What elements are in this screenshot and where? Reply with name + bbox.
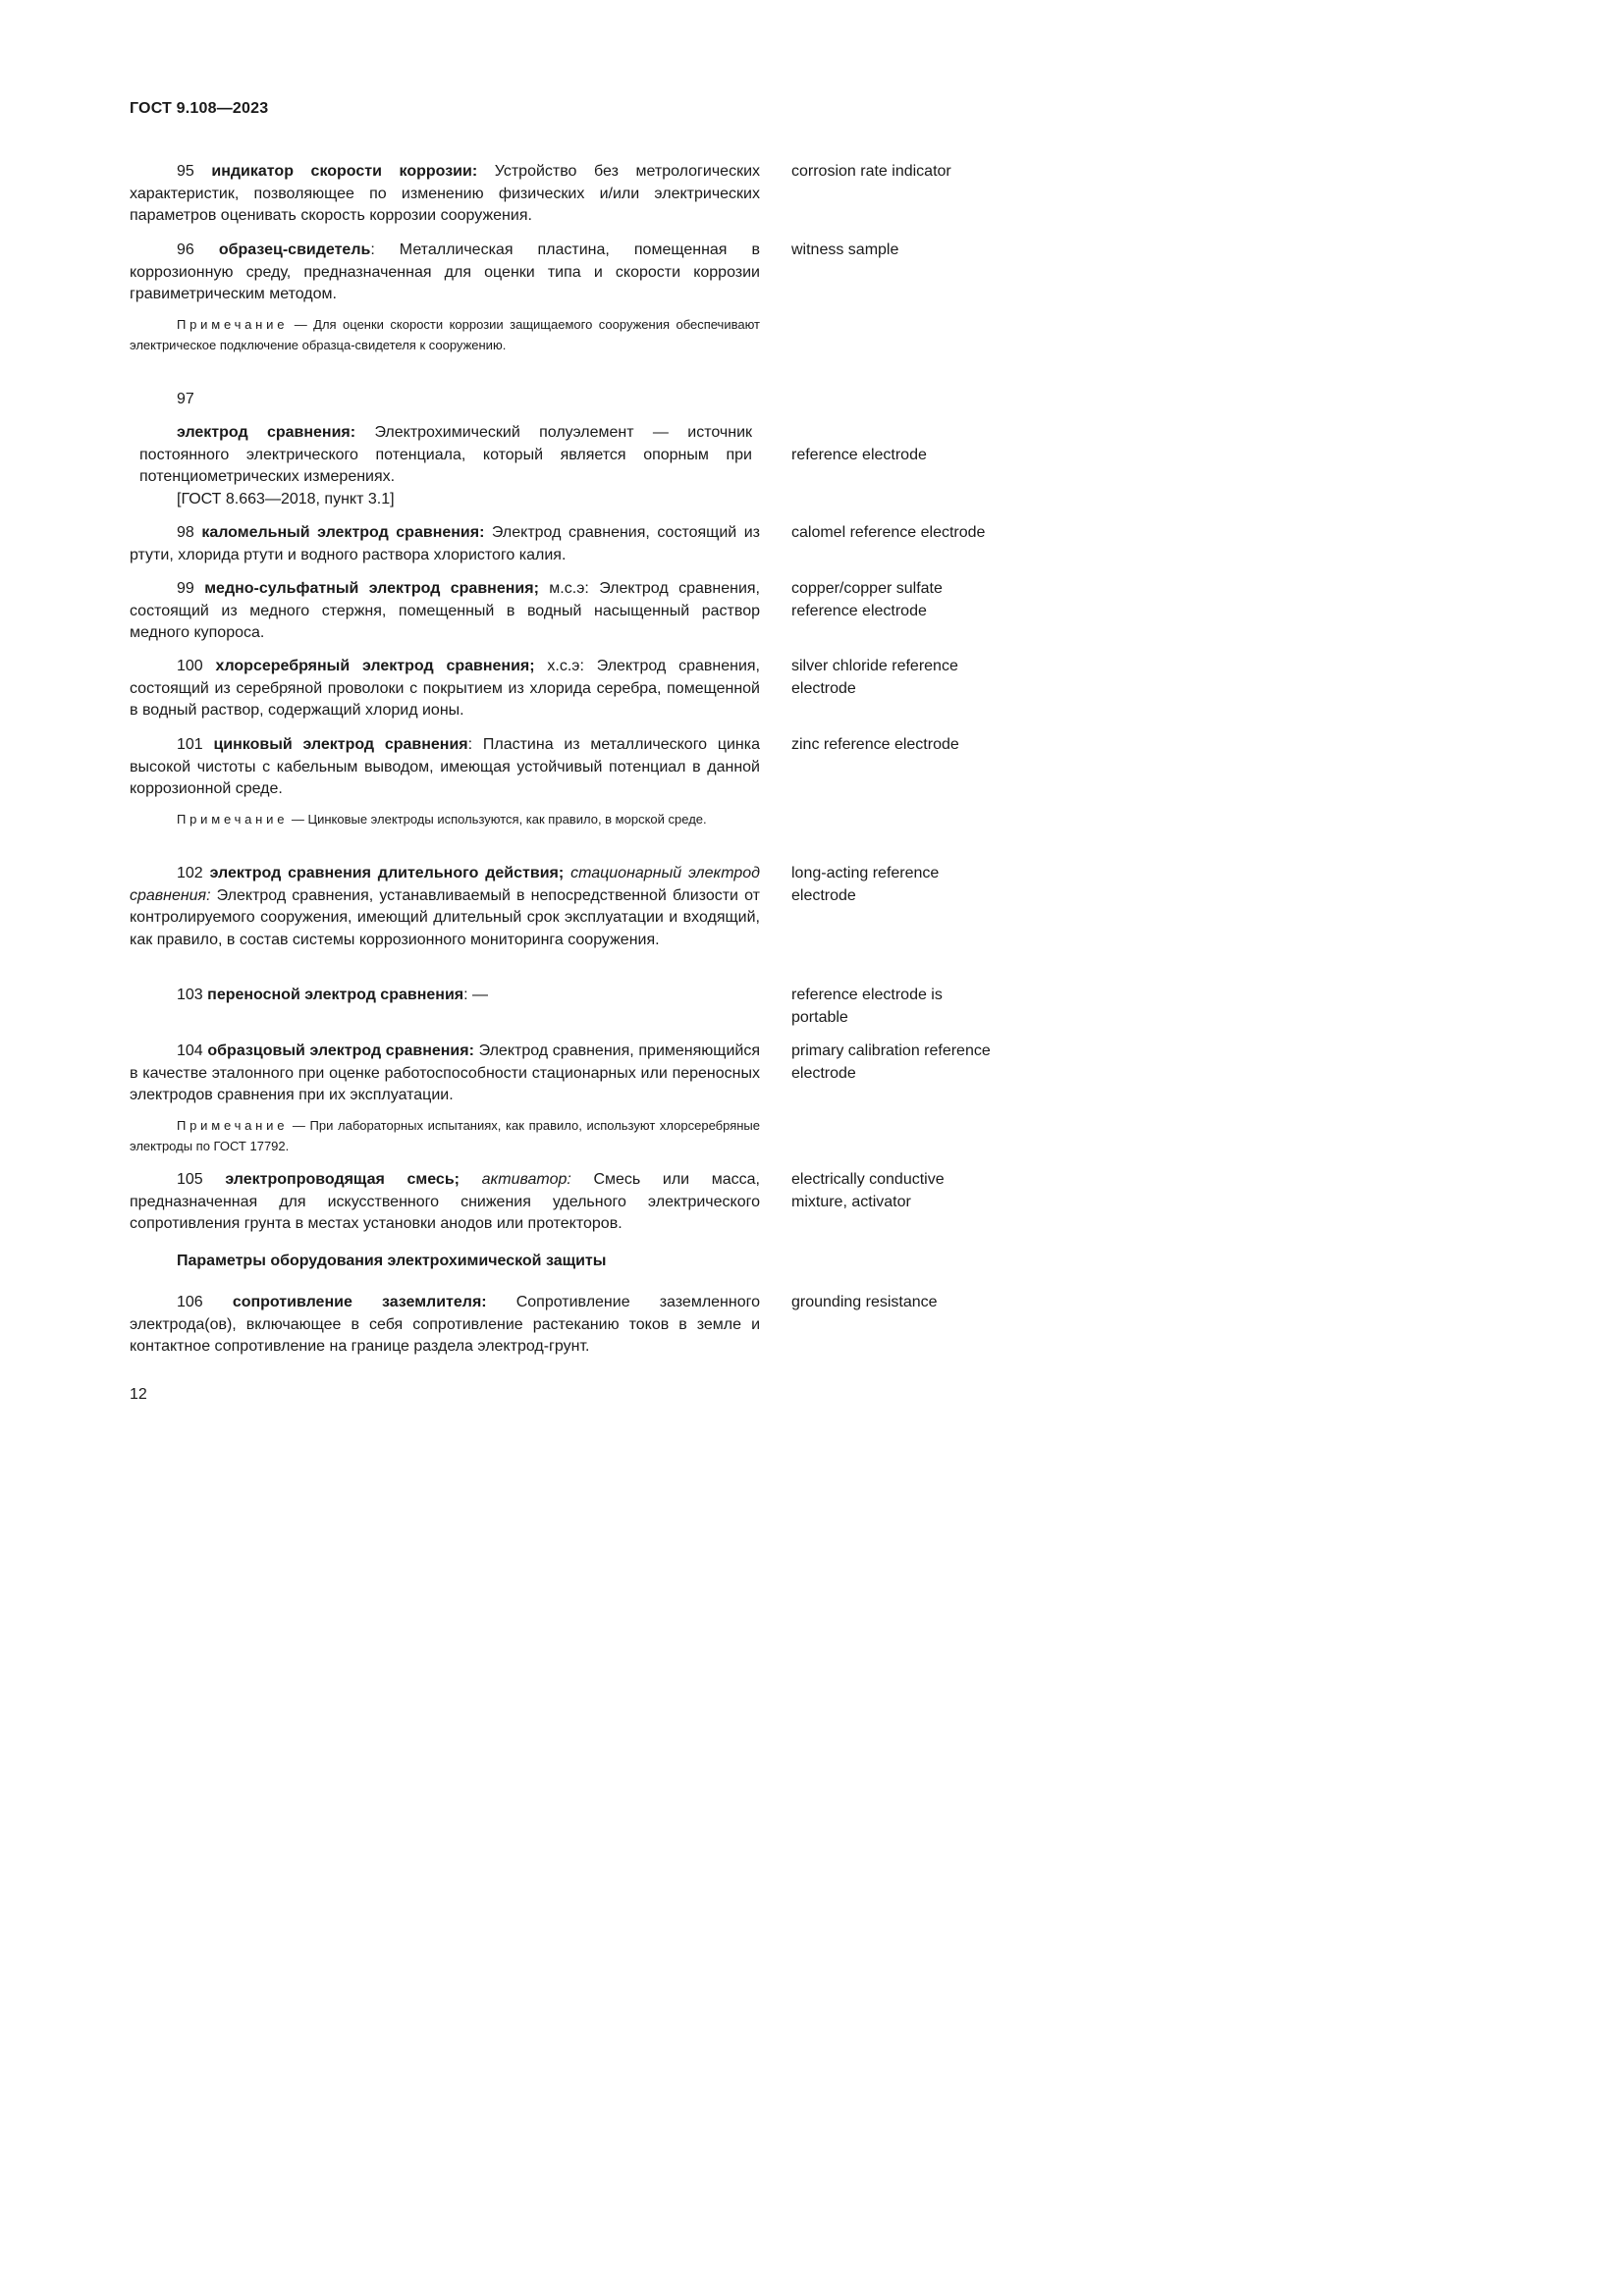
entry-text: Электрохимический полуэлемент — источник постоянного электрического потенциала, который является опорным при потенциометрических измерениях. <box>139 424 753 486</box>
entry-number: 104 <box>177 1042 203 1059</box>
entry-number: 101 <box>177 736 203 753</box>
entry-term: хлорсеребряный электрод сравнения; <box>215 658 535 674</box>
entry-number: 102 <box>177 865 203 881</box>
entry-text: Сопротивление заземленного электрода(ов), включающее в себя сопротивление растеканию токов в земле и контактное сопротивление на границе раздела электрод-грунт. <box>130 1294 760 1356</box>
page-number: 12 <box>130 1386 147 1403</box>
document-header: ГОСТ 9.108—2023 <box>130 100 269 117</box>
entry-number: 98 <box>177 524 194 541</box>
entry-definition <box>130 734 760 801</box>
entry-definition <box>130 656 760 722</box>
entry-term: цинковый электрод сравнения <box>213 736 468 753</box>
note-text: — Для оценки скорости коррозии защищаемого сооружения обеспечивают электрическое подключение образца-свидетеля к сооружению. <box>130 317 760 352</box>
entry-text: Электрод сравнения, состоящий из ртути, хлорида ртути и водного раствора хлористого калия. <box>130 524 760 563</box>
entry-term: электрод сравнения длительного действия; <box>209 865 565 881</box>
entry-text: : Пластина из металлического цинка высокой чистоты с кабельным выводом, имеющая устойчивый потенциал в данной коррозионной среде. <box>130 736 761 798</box>
entry-synonym: активатор: <box>481 1171 571 1188</box>
entry-text: Электрод сравнения, устанавливаемый в непосредственной близости от контролируемого сооружения, имеющий длительный срок эксплуатации и входящий, как правило, в состав системы коррозионного мониторинга сооружения. <box>130 886 760 949</box>
entry-term: медно-сульфатный электрод сравнения; <box>204 580 539 597</box>
entry-english-term: calomel reference electrode <box>791 524 986 541</box>
entry-97-definition <box>139 422 752 489</box>
entry-english-term: zinc reference electrode <box>791 736 959 753</box>
entry-english-term: electrically conductive mixture, activator <box>791 1171 945 1210</box>
entry-definition <box>130 522 760 566</box>
entry-definition <box>130 161 760 228</box>
entry-english-term: reference electrode is portable <box>791 987 943 1026</box>
entry-97-english-term: reference electrode <box>791 447 927 463</box>
entry-term: индикатор скорости коррозии: <box>211 163 478 180</box>
entry-term: переносной электрод сравнения <box>207 987 464 1003</box>
entry-text: Смесь или масса, предназначенная для искусственного снижения удельного электрического сопротивления грунта в местах установки анодов или протекторов. <box>130 1171 760 1233</box>
entry-text: х.с.э: Электрод сравнения, состоящий из серебряной проволоки с покрытием из хлорида серебра, помещенной в водный раствор, содержащий хлорид ионы. <box>130 658 760 720</box>
entry-number: 106 <box>177 1294 203 1310</box>
entry-definition <box>130 863 760 952</box>
entry-text: : — <box>463 987 488 1003</box>
entry-number: 99 <box>177 580 194 597</box>
entry-term: образец-свидетель <box>218 241 371 258</box>
entry-english-term: corrosion rate indicator <box>791 163 951 180</box>
entry-term: электропроводящая смесь; <box>225 1171 460 1188</box>
entry-term: образцовый электрод сравнения: <box>207 1042 474 1059</box>
entry-term: сопротивление заземлителя: <box>232 1294 487 1310</box>
entry-definition <box>130 240 760 306</box>
entry-english-term: silver chloride reference electrode <box>791 658 958 697</box>
entry-english-term: copper/copper sulfate reference electrode <box>791 580 943 619</box>
entry-term: каломельный электрод сравнения: <box>201 524 485 541</box>
entry-number-97: 97 <box>177 391 194 407</box>
note-104 <box>130 1116 760 1156</box>
entry-definition <box>130 1041 760 1107</box>
entry-number: 95 <box>177 163 194 180</box>
note-label: Примечание <box>177 812 289 827</box>
entry-english-term: witness sample <box>791 241 899 258</box>
entry-definition <box>130 1292 760 1359</box>
entry-definition <box>130 985 760 1007</box>
entry-synonym: стационарный электрод сравнения: <box>130 865 760 904</box>
entry-text: Электрод сравнения, применяющийся в качестве эталонного при оценке работоспособности стационарных или переносных электродов сравнения при их эксплуатации. <box>130 1042 760 1104</box>
entry-97-reference: [ГОСТ 8.663—2018, пункт 3.1] <box>177 491 395 507</box>
section-heading: Параметры оборудования электрохимической защиты <box>177 1253 607 1269</box>
entry-english-term: primary calibration reference electrode <box>791 1042 991 1082</box>
entry-number: 103 <box>177 987 203 1003</box>
entry-number: 96 <box>177 241 194 258</box>
note-label: Примечание <box>177 317 289 332</box>
note-text: — При лабораторных испытаниях, как правило, используют хлорсеребряные электроды по ГОСТ 17792. <box>130 1118 760 1153</box>
note-label: Примечание <box>177 1118 289 1133</box>
entry-number: 100 <box>177 658 203 674</box>
note-96 <box>130 315 760 355</box>
entry-term: электрод сравнения: <box>177 424 356 441</box>
entry-english-term: grounding resistance <box>791 1294 938 1310</box>
note-101 <box>130 810 760 830</box>
note-text: — Цинковые электроды используются, как правило, в морской среде. <box>288 812 707 827</box>
entry-definition <box>130 578 760 645</box>
entry-definition <box>130 1169 760 1236</box>
entry-text: м.с.э: Электрод сравнения, состоящий из медного стержня, помещенный в водный насыщенный раствор медного купороса. <box>130 580 761 642</box>
entry-text: Устройство без метрологических характеристик, позволяющее по изменению физических и/или электрических параметров оценивать скорость коррозии сооружения. <box>130 163 760 225</box>
entry-english-term: long-acting reference electrode <box>791 865 940 904</box>
entry-text: : Металлическая пластина, помещенная в коррозионную среду, предназначенная для оценки типа и скорости коррозии гравиметрическим методом. <box>130 241 761 303</box>
entry-number: 105 <box>177 1171 203 1188</box>
